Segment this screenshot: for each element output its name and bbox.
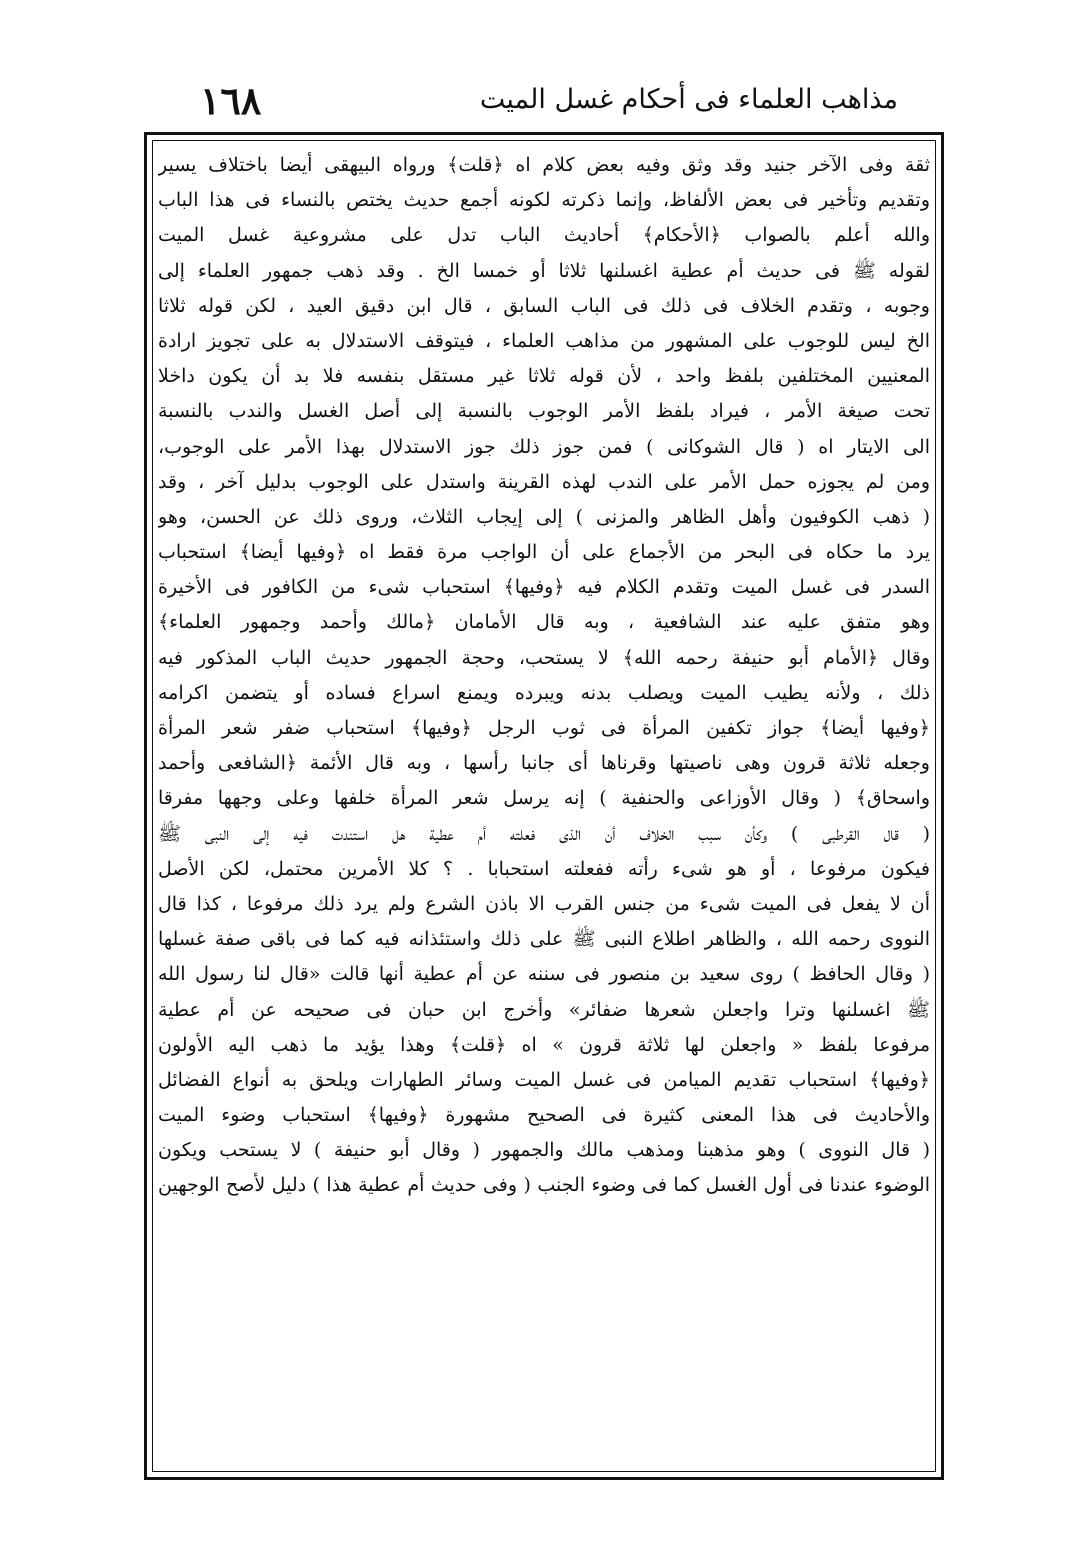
text-line: وجوبه ، وتقدم الخلاف فى ذلك فى الباب السابق ، قال ابن دقيق العيد ، لكن قوله ثلاثا bbox=[158, 294, 930, 317]
running-title: مذاهب العلماء فى أحكام غسل الميت bbox=[479, 84, 898, 115]
text-line: وهو متفق عليه عند الشافعية ، وبه قال الأمامان ﴿مالك وأحمد وجمهور العلماء﴾ bbox=[158, 611, 930, 634]
page-number: ١٦٨ bbox=[200, 78, 262, 123]
text-line: وتقديم وتأخير فى بعض الألفاظ، وإنما ذكرته لكونه أجمع حديث يختص بالنساء فى هذا الباب bbox=[158, 189, 930, 212]
text-line: ﴿وفيها أيضا﴾ جواز تكفين المرأة فى ثوب الرجل ﴿وفيها﴾ استحباب ضفر شعر المرأة bbox=[158, 717, 930, 739]
text-line: ﴿وفيها﴾ استحباب تقديم الميامن فى غسل الميت وسائر الطهارات ويلحق به أنواع الفضائل bbox=[158, 1068, 930, 1091]
text-line: فيكون مرفوعا ، أو هو شىء رأته ففعلته استحبابا . ؟ كلا الأمرين محتمل، لكن الأصل bbox=[158, 857, 930, 880]
text-line: يرد ما حكاه فى البحر من الأجماع على أن الواجب مرة فقط اه ﴿وفيها أيضا﴾ استحباب bbox=[158, 541, 930, 564]
text-line: ( قال النووى ) وهو مذهبنا ومذهب مالك والجمهور ( وقال أبو حنيفة ) لا يستحب ويكون bbox=[158, 1139, 930, 1162]
text-line: الوضوء عندنا فى أول الغسل كما فى وضوء الجنب ( وفى حديث أم عطية هذا ) دليل لأصح الوجهين bbox=[158, 1174, 930, 1197]
text-line: السدر فى غسل الميت وتقدم الكلام فيه ﴿وفيها﴾ استحباب شىء من الكافور فى الأخيرة bbox=[158, 576, 930, 599]
text-line: وجعله ثلاثة قرون وهى ناصيتها وقرناها أى جانبا رأسها ، وبه قال الأئمة ﴿الشافعى وأحمد bbox=[158, 752, 930, 775]
text-line: ( ذهب الكوفيون وأهل الظاهر والمزنى ) إلى إيجاب الثلاث، وروى ذلك عن الحسن، وهو bbox=[158, 505, 930, 528]
text-line: ذلك ، ولأنه يطيب الميت ويصلب بدنه ويبرده ويمنع اسراع فساده أو يتضمن اكرامه bbox=[158, 681, 930, 704]
text-line: المعنيين المختلفين بلفظ واحد ، لأن قوله ثلاثا غير مستقل بنفسه فلا بد أن يكون داخلا bbox=[158, 365, 930, 388]
text-line: ومن لم يجوزه حمل الأمر على الندب لهذه القرينة واستدل على الوجوب بدليل آخر ، وقد bbox=[158, 470, 930, 493]
text-line: والله أعلم بالصواب ﴿الأحكام﴾ أحاديث الباب تدل على مشروعية غسل الميت bbox=[158, 224, 930, 247]
page-header bbox=[140, 72, 950, 132]
text-line: ( قال القرطبى ) وكأن سبب الخلاف أن الذى فعلته أم عطية هل استندت فيه إلى النبى ﷺ bbox=[158, 822, 930, 845]
text-line: مرفوعا بلفظ « واجعلن لها ثلاثة قرون » اه ﴿قلت﴾ وهذا يؤيد ما ذهب اليه الأولون bbox=[158, 1033, 930, 1056]
text-line: واسحاق﴾ ( وقال الأوزاعى والحنفية ) إنه يرسل شعر المرأة خلفها وعلى وجهها مفرقا bbox=[158, 787, 930, 810]
text-line: الى الايتار اه ( قال الشوكانى ) فمن جوز ذلك جوز الاستدلال بهذا الأمر على الوجوب، bbox=[158, 435, 930, 458]
text-line: ثقة وفى الآخر جنيد وقد وثق وفيه بعض كلام اه ﴿قلت﴾ ورواه البيهقى أيضا باختلاف يسير bbox=[158, 154, 930, 176]
text-line: الخ ليس للوجوب على المشهور من مذاهب العلماء ، فيتوقف الاستدلال به على تجويز ارادة bbox=[158, 329, 930, 352]
text-line: لقوله ﷺ فى حديث أم عطية اغسلنها ثلاثا أو خمسا الخ . وقد ذهب جمهور العلماء إلى bbox=[158, 259, 930, 282]
text-line: النووى رحمه الله ، والظاهر اطلاع النبى ﷺ على ذلك واستئذانه فيه كما فى باقى صفة غسلها bbox=[158, 928, 930, 951]
text-line: ﷺ اغسلنها وترا واجعلن شعرها ضفائر» وأخرج ابن حبان فى صحيحه عن أم عطية bbox=[158, 998, 930, 1021]
text-line: أن لا يفعل فى الميت شىء من جنس القرب الا باذن الشرع ولم يرد ذلك مرفوعا ، كذا قال bbox=[158, 892, 930, 915]
text-line: وقال ﴿الأمام أبو حنيفة رحمه الله﴾ لا يستحب، وحجة الجمهور حديث الباب المذكور فيه bbox=[158, 646, 930, 669]
text-line: تحت صيغة الأمر ، فيراد بلفظ الأمر الوجوب بالنسبة إلى أصل الغسل والندب بالنسبة bbox=[158, 400, 930, 423]
text-line: والأحاديث فى هذا المعنى كثيرة فى الصحيح مشهورة ﴿وفيها﴾ استحباب وضوء الميت bbox=[158, 1104, 930, 1127]
body-text bbox=[152, 148, 936, 1204]
text-line: ( وقال الحافظ ) روى سعيد بن منصور فى سننه عن أم عطية أنها قالت «قال لنا رسول الله bbox=[158, 963, 930, 986]
